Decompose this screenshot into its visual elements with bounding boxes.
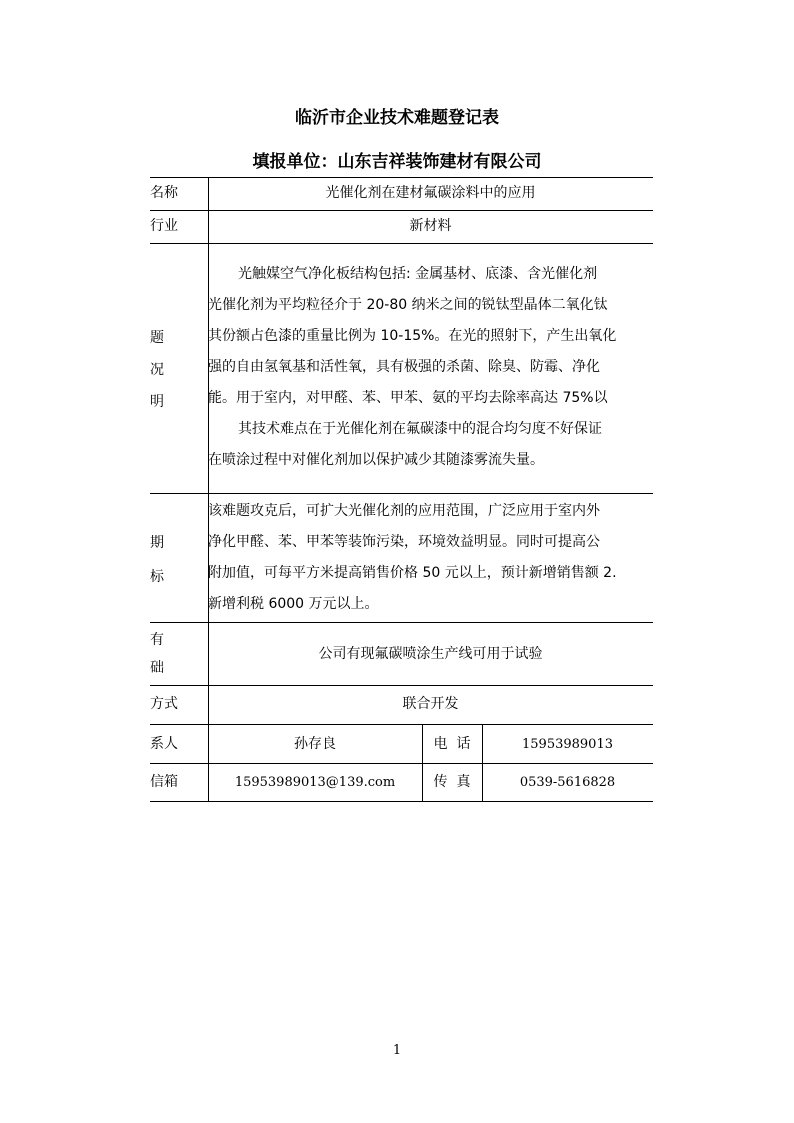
- email-label: 信箱: [150, 774, 178, 790]
- paragraph-line: 净化甲醛、苯、甲苯等装饰污染，环境效益明显。同时可提高公: [208, 534, 600, 550]
- email-value: 15953989013@139.com: [234, 775, 396, 790]
- table-rule: [150, 763, 653, 764]
- fax-label: 传 真: [433, 774, 471, 790]
- paragraph-line: 在喷涂过程中对催化剂加以保护减少其随漆雾流失量。: [208, 452, 544, 468]
- table-rule: [150, 243, 653, 244]
- table-rule: [150, 210, 653, 211]
- project-name-value: 光催化剂在建材氟碳涂料中的应用: [325, 185, 536, 201]
- basis-value: 公司有现氟碳喷涂生产线可用于试验: [318, 646, 543, 662]
- table-rule: [150, 177, 653, 178]
- table-rule: [150, 493, 653, 494]
- problem-label-line: 况: [150, 362, 164, 378]
- phone-value: 15953989013: [522, 737, 613, 752]
- page-number: 1: [392, 1043, 402, 1058]
- paragraph-line: 光催化剂为平均粒径介于 20-80 纳米之间的锐钛型晶体二氧化钛: [208, 297, 608, 313]
- table-rule: [150, 801, 653, 802]
- paragraph-line: 其技术难点在于光催化剂在氟碳漆中的混合均匀度不好保证: [238, 421, 602, 437]
- contact-label: 系人: [150, 736, 178, 752]
- paragraph-line: 该难题攻克后，可扩大光催化剂的应用范围，广泛应用于室内外: [208, 503, 600, 519]
- paragraph-line: 强的自由氢氧基和活性氧，具有极强的杀菌、除臭、防霉、净化: [208, 359, 600, 375]
- fax-value: 0539-5616828: [519, 775, 616, 790]
- goal-description: [208, 496, 617, 620]
- basis-label-line: 有: [150, 632, 164, 648]
- industry-value: 新材料: [409, 218, 452, 234]
- problem-description: [208, 259, 616, 476]
- paragraph-line: 能。用于室内，对甲醛、苯、甲苯、氨的平均去除率高达 75%以: [208, 390, 608, 406]
- reporting-unit: 填报单位：山东吉祥装饰建材有限公司: [252, 152, 542, 172]
- document-title: 临沂市企业技术难题登记表: [295, 108, 499, 128]
- goal-label-line: 标: [150, 569, 164, 585]
- table-rule: [150, 622, 653, 623]
- contact-value: 孙存良: [294, 736, 336, 752]
- method-value: 联合开发: [402, 696, 459, 712]
- basis-label-line: 础: [150, 660, 164, 676]
- project-name-label: 名称: [150, 185, 178, 201]
- table-rule: [150, 724, 653, 725]
- method-label: 方式: [150, 696, 178, 712]
- paragraph-line: 光触媒空气净化板结构包括: 金属基材、底漆、含光催化剂: [238, 266, 598, 282]
- table-rule: [150, 685, 653, 686]
- problem-label-line: 题: [150, 330, 164, 346]
- paragraph-line: 附加值，可每平方米提高销售价格 50 元以上，预计新增销售额 2.: [208, 565, 617, 581]
- paragraph-line: 新增利税 6000 万元以上。: [208, 596, 379, 612]
- paragraph-line: 其份额占色漆的重量比例为 10-15%。在光的照射下，产生出氧化: [208, 328, 617, 344]
- phone-label: 电 话: [433, 736, 471, 752]
- registration-table: [150, 177, 653, 802]
- industry-label: 行业: [150, 218, 178, 234]
- goal-label-line: 期: [150, 535, 164, 551]
- problem-label-line: 明: [150, 394, 164, 410]
